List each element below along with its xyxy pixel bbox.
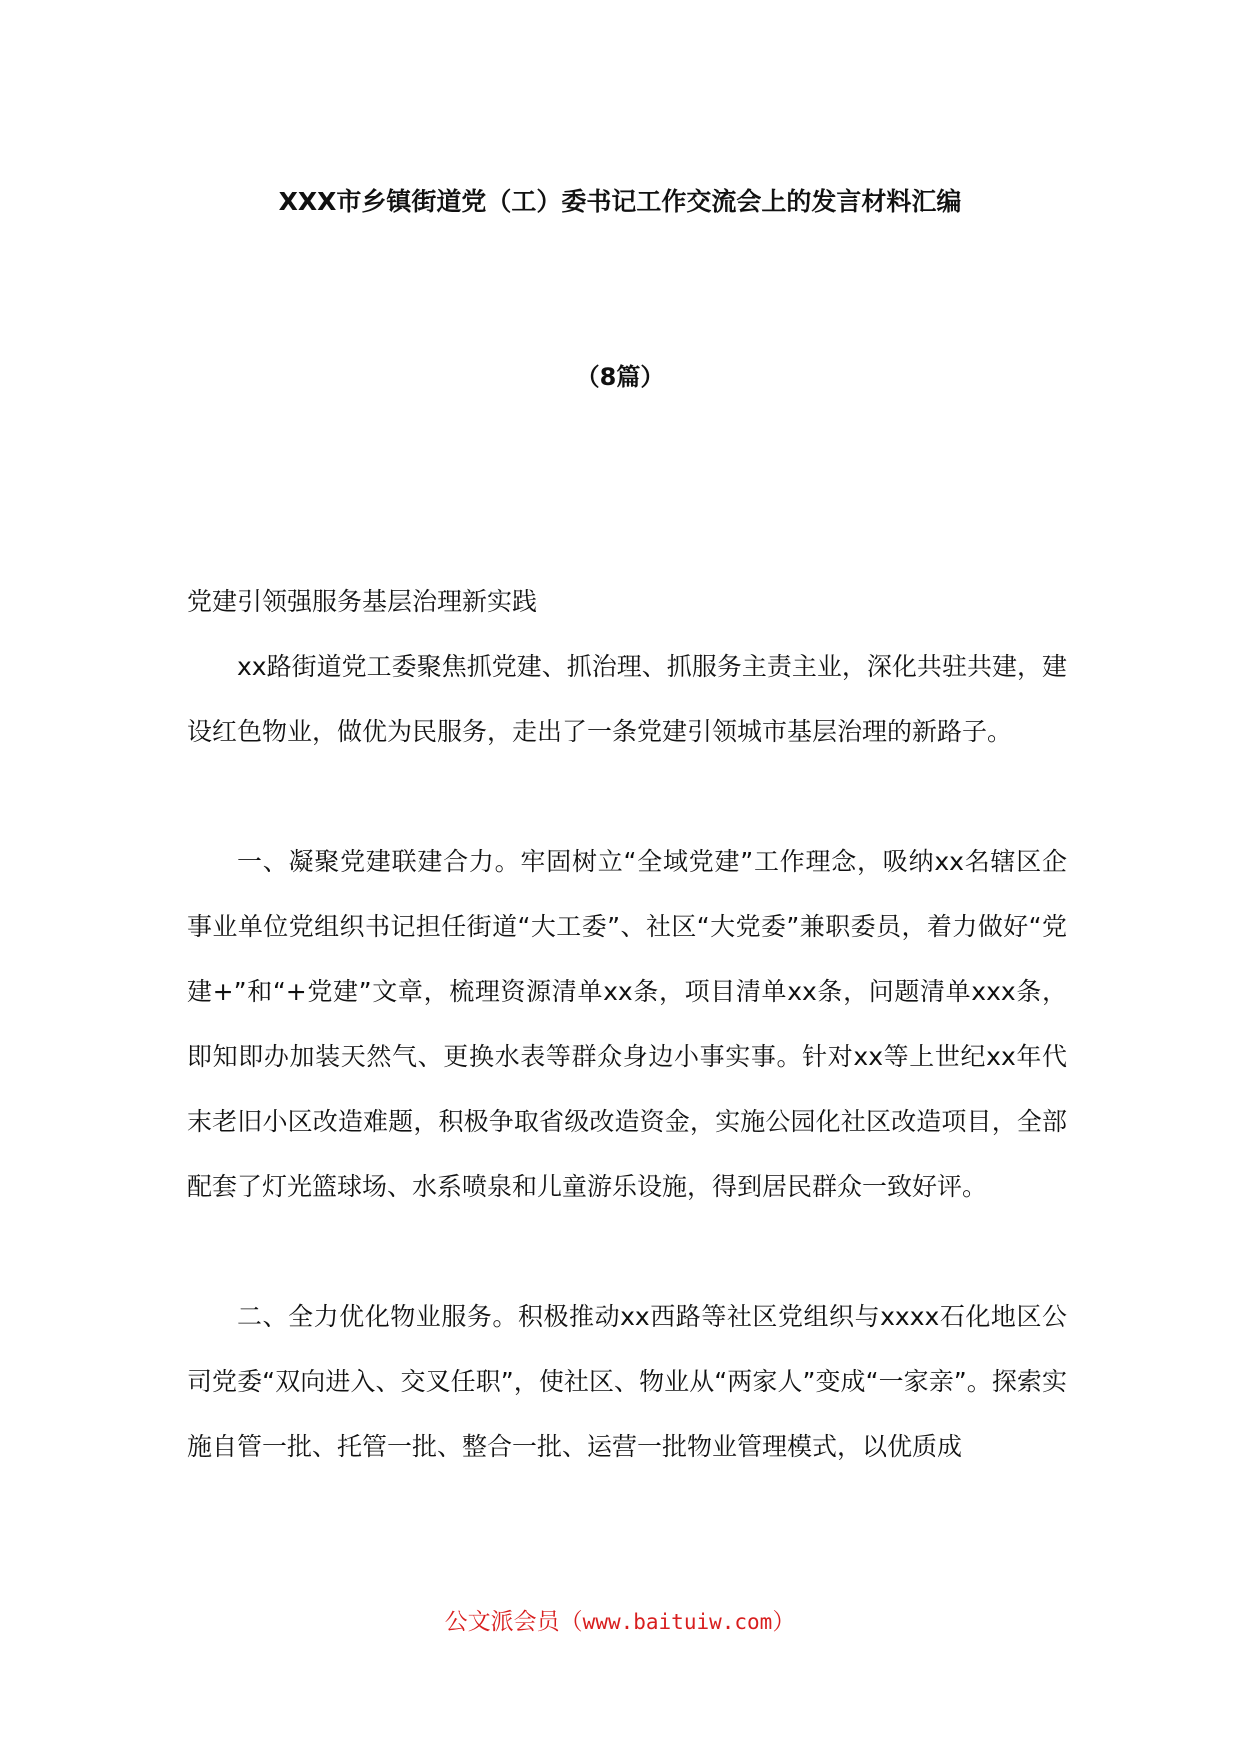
paragraph-spacer — [187, 1219, 1067, 1284]
footer-watermark — [0, 1605, 1240, 1639]
footer-brand: 公文派会员（ — [444, 1609, 583, 1635]
document-subtitle: （8篇） — [575, 363, 665, 391]
footer-close: ） — [772, 1609, 796, 1635]
document-title: XXX市乡镇街道党（工）委书记工作交流会上的发言材料汇编 — [278, 187, 962, 216]
paragraph-section-two: 二、全力优化物业服务。积极推动xx西路等社区党组织与xxxx石化地区公司党委“双向进入、交叉任职”，使社区、物业从“两家人”变成“一家亲”。探索实施自管一批、托管一批、整合一批、运营一批物业管理模式，以优质成 — [187, 1302, 1067, 1461]
paragraph-intro: xx路街道党工委聚焦抓党建、抓治理、抓服务主责主业，深化共驻共建，建设红色物业，做优为民服务，走出了一条党建引领城市基层治理的新路子。 — [187, 652, 1067, 746]
footer-url: www.baituiw.com — [582, 1610, 773, 1634]
document-body — [187, 569, 1067, 1479]
paragraph-section-one: 一、凝聚党建联建合力。牢固树立“全域党建”工作理念，吸纳xx名辖区企事业单位党组织书记担任街道“大工委”、社区“大党委”兼职委员，着力做好“党建+”和“+党建”文章，梳理资源清单xx条，项目清单xx条，问题清单xxx条，即知即办加装天然气、更换水表等群众身边小事实事。针对xx等上世纪xx年代末老旧小区改造难题，积极争取省级改造资金，实施公园化社区改造项目，全部配套了灯光篮球场、水系喷泉和儿童游乐设施，得到居民群众一致好评。 — [187, 847, 1067, 1201]
paragraph-spacer — [187, 764, 1067, 829]
section-heading: 党建引领强服务基层治理新实践 — [187, 587, 538, 616]
